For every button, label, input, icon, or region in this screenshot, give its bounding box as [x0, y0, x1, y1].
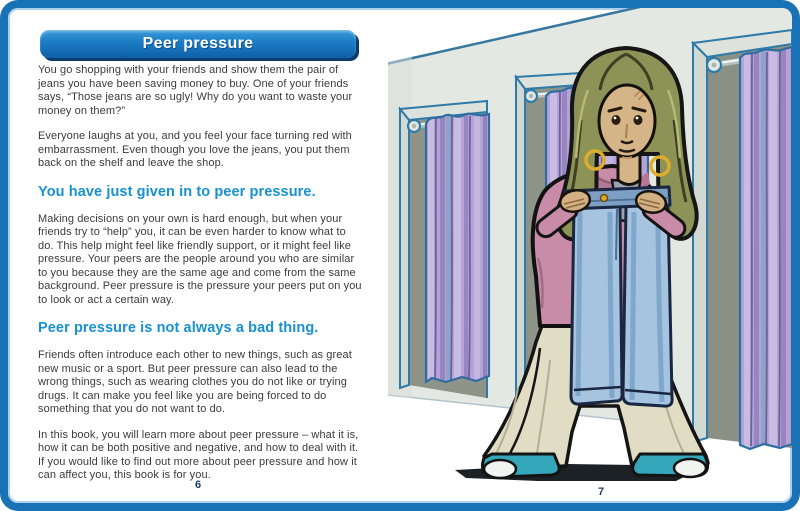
body-paragraph-5: In this book, you will learn more about peer pressure – what it is, how it can be both positive and negative, and how to deal with it. If you would like to find out more about peer pressure and how it can affect you, this book is for you.	[38, 428, 359, 481]
page-number-left: 6	[194, 479, 202, 491]
changing-room-illustration	[388, 8, 792, 503]
left-page	[8, 8, 388, 503]
subheading-given-in: You have just given in to peer pressure.	[38, 183, 316, 200]
chapter-title: Peer pressure	[142, 35, 254, 52]
page-number-right: 7	[597, 486, 605, 498]
page-sheet	[8, 8, 792, 503]
girl-face	[599, 85, 655, 158]
fitting-room-left	[400, 101, 489, 398]
intro-paragraph-2: Everyone laughs at you, and you feel your face turning red with embarrassment. Even though you love the jeans, you put them back on the shelf and leave the shop.	[38, 130, 352, 169]
sneaker-left	[483, 454, 560, 478]
body-paragraph-4: Friends often introduce each other to new things, such as great new music or a sport. But peer pressure can also lead to the wrong things, such as wearing clothes you do not like or trying drugs. It can make you feel like you are being forced to do something that you do not want to do.	[38, 349, 352, 415]
right-page	[388, 8, 792, 503]
curtain-left	[426, 110, 489, 388]
chapter-title-banner	[40, 30, 356, 58]
intro-paragraph-1: You go shopping with your friends and show them the pair of jeans you have been saving money to buy. One of your friends says, “Those jeans are so ugly! Why do you want to waste your money on them?”	[38, 64, 353, 117]
curtain-right	[740, 44, 792, 454]
subheading-not-bad: Peer pressure is not always a bad thing.	[38, 320, 319, 336]
sneaker-right	[633, 454, 708, 477]
body-text-column	[38, 64, 364, 495]
jeans-button	[601, 195, 608, 202]
fitting-room-right	[693, 30, 792, 454]
body-paragraph-3: Making decisions on your own is hard enough, but when your friends try to “help” you, it can be even harder to know what to do. This help might feel like friendly support, or it might feel like pressure. Your peers are the people around you who are similar to you because they are the same age and come from the same background. Peer pressure is the pressure your peers put on you to look or act a certain way.	[38, 212, 362, 306]
